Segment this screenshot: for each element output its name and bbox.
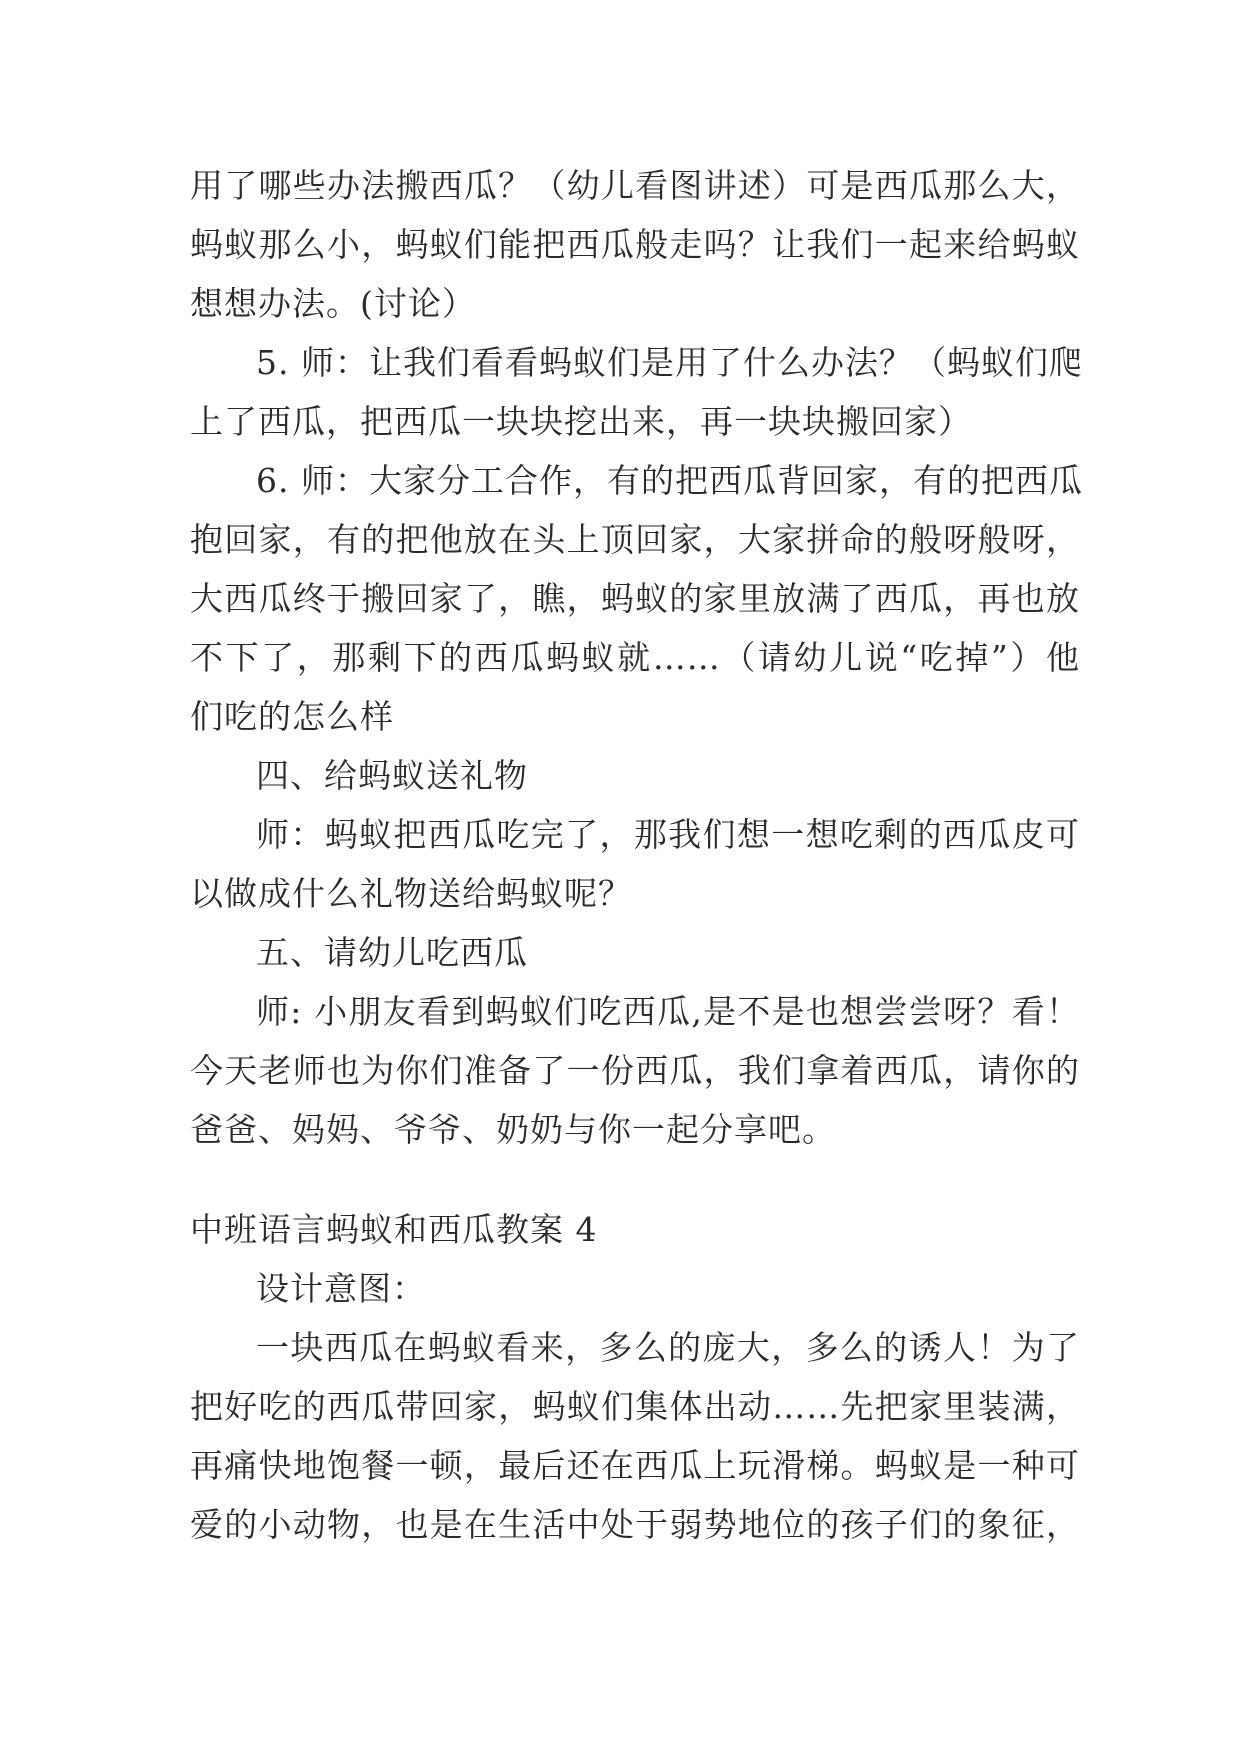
text-line-2: 蚂蚁那么小，蚂蚁们能把西瓜般走吗？让我们一起来给蚂蚁: [190, 225, 1080, 264]
text-line-21: 把好吃的西瓜带回家，蚂蚁们集体出动……先把家里装满，: [190, 1387, 1080, 1426]
text-line-13: 以做成什么礼物送给蚂蚁呢？: [190, 874, 632, 913]
text-line-20: 一块西瓜在蚂蚁看来，多么的庞大，多么的诱人！为了: [256, 1328, 1080, 1367]
document-title: 中班语言蚂蚁和西瓜教案 4: [190, 1210, 598, 1249]
text-line-8: 大西瓜终于搬回家了，瞧，蚂蚁的家里放满了西瓜，再也放: [190, 579, 1080, 618]
text-line-1: 用了哪些办法搬西瓜？（幼儿看图讲述）可是西瓜那么大，: [190, 166, 1080, 205]
text-line-5: 上了西瓜，把西瓜一块块挖出来，再一块块搬回家）: [190, 402, 972, 441]
text-line-7: 抱回家，有的把他放在头上顶回家，大家拼命的般呀般呀，: [190, 520, 1080, 559]
section-heading-five: 五、请幼儿吃西瓜: [256, 933, 528, 972]
text-line-9: 不下了，那剩下的西瓜蚂蚁就……（请幼儿说“吃掉”）他: [190, 638, 1080, 677]
text-line-3: 想想办法。(讨论）: [190, 284, 476, 323]
text-line-10: 们吃的怎么样: [190, 697, 394, 736]
text-line-22: 再痛快地饱餐一顿，最后还在西瓜上玩滑梯。蚂蚁是一种可: [190, 1446, 1080, 1485]
section-heading-design-intent: 设计意图：: [256, 1269, 426, 1308]
text-line-6: 6. 师：大家分工合作，有的把西瓜背回家，有的把西瓜: [256, 461, 1083, 500]
section-heading-four: 四、给蚂蚁送礼物: [256, 756, 528, 795]
text-line-23: 爱的小动物，也是在生活中处于弱势地位的孩子们的象征，: [190, 1505, 1080, 1544]
text-line-17: 爸爸、妈妈、爷爷、奶奶与你一起分享吧。: [190, 1110, 836, 1149]
text-line-15: 师: 小朋友看到蚂蚁们吃西瓜,是不是也想尝尝呀？看！: [256, 992, 1080, 1031]
text-line-4: 5. 师：让我们看看蚂蚁们是用了什么办法？（蚂蚁们爬: [256, 343, 1083, 382]
text-line-12: 师：蚂蚁把西瓜吃完了，那我们想一想吃剩的西瓜皮可: [256, 815, 1080, 854]
text-line-16: 今天老师也为你们准备了一份西瓜，我们拿着西瓜，请你的: [190, 1051, 1080, 1090]
